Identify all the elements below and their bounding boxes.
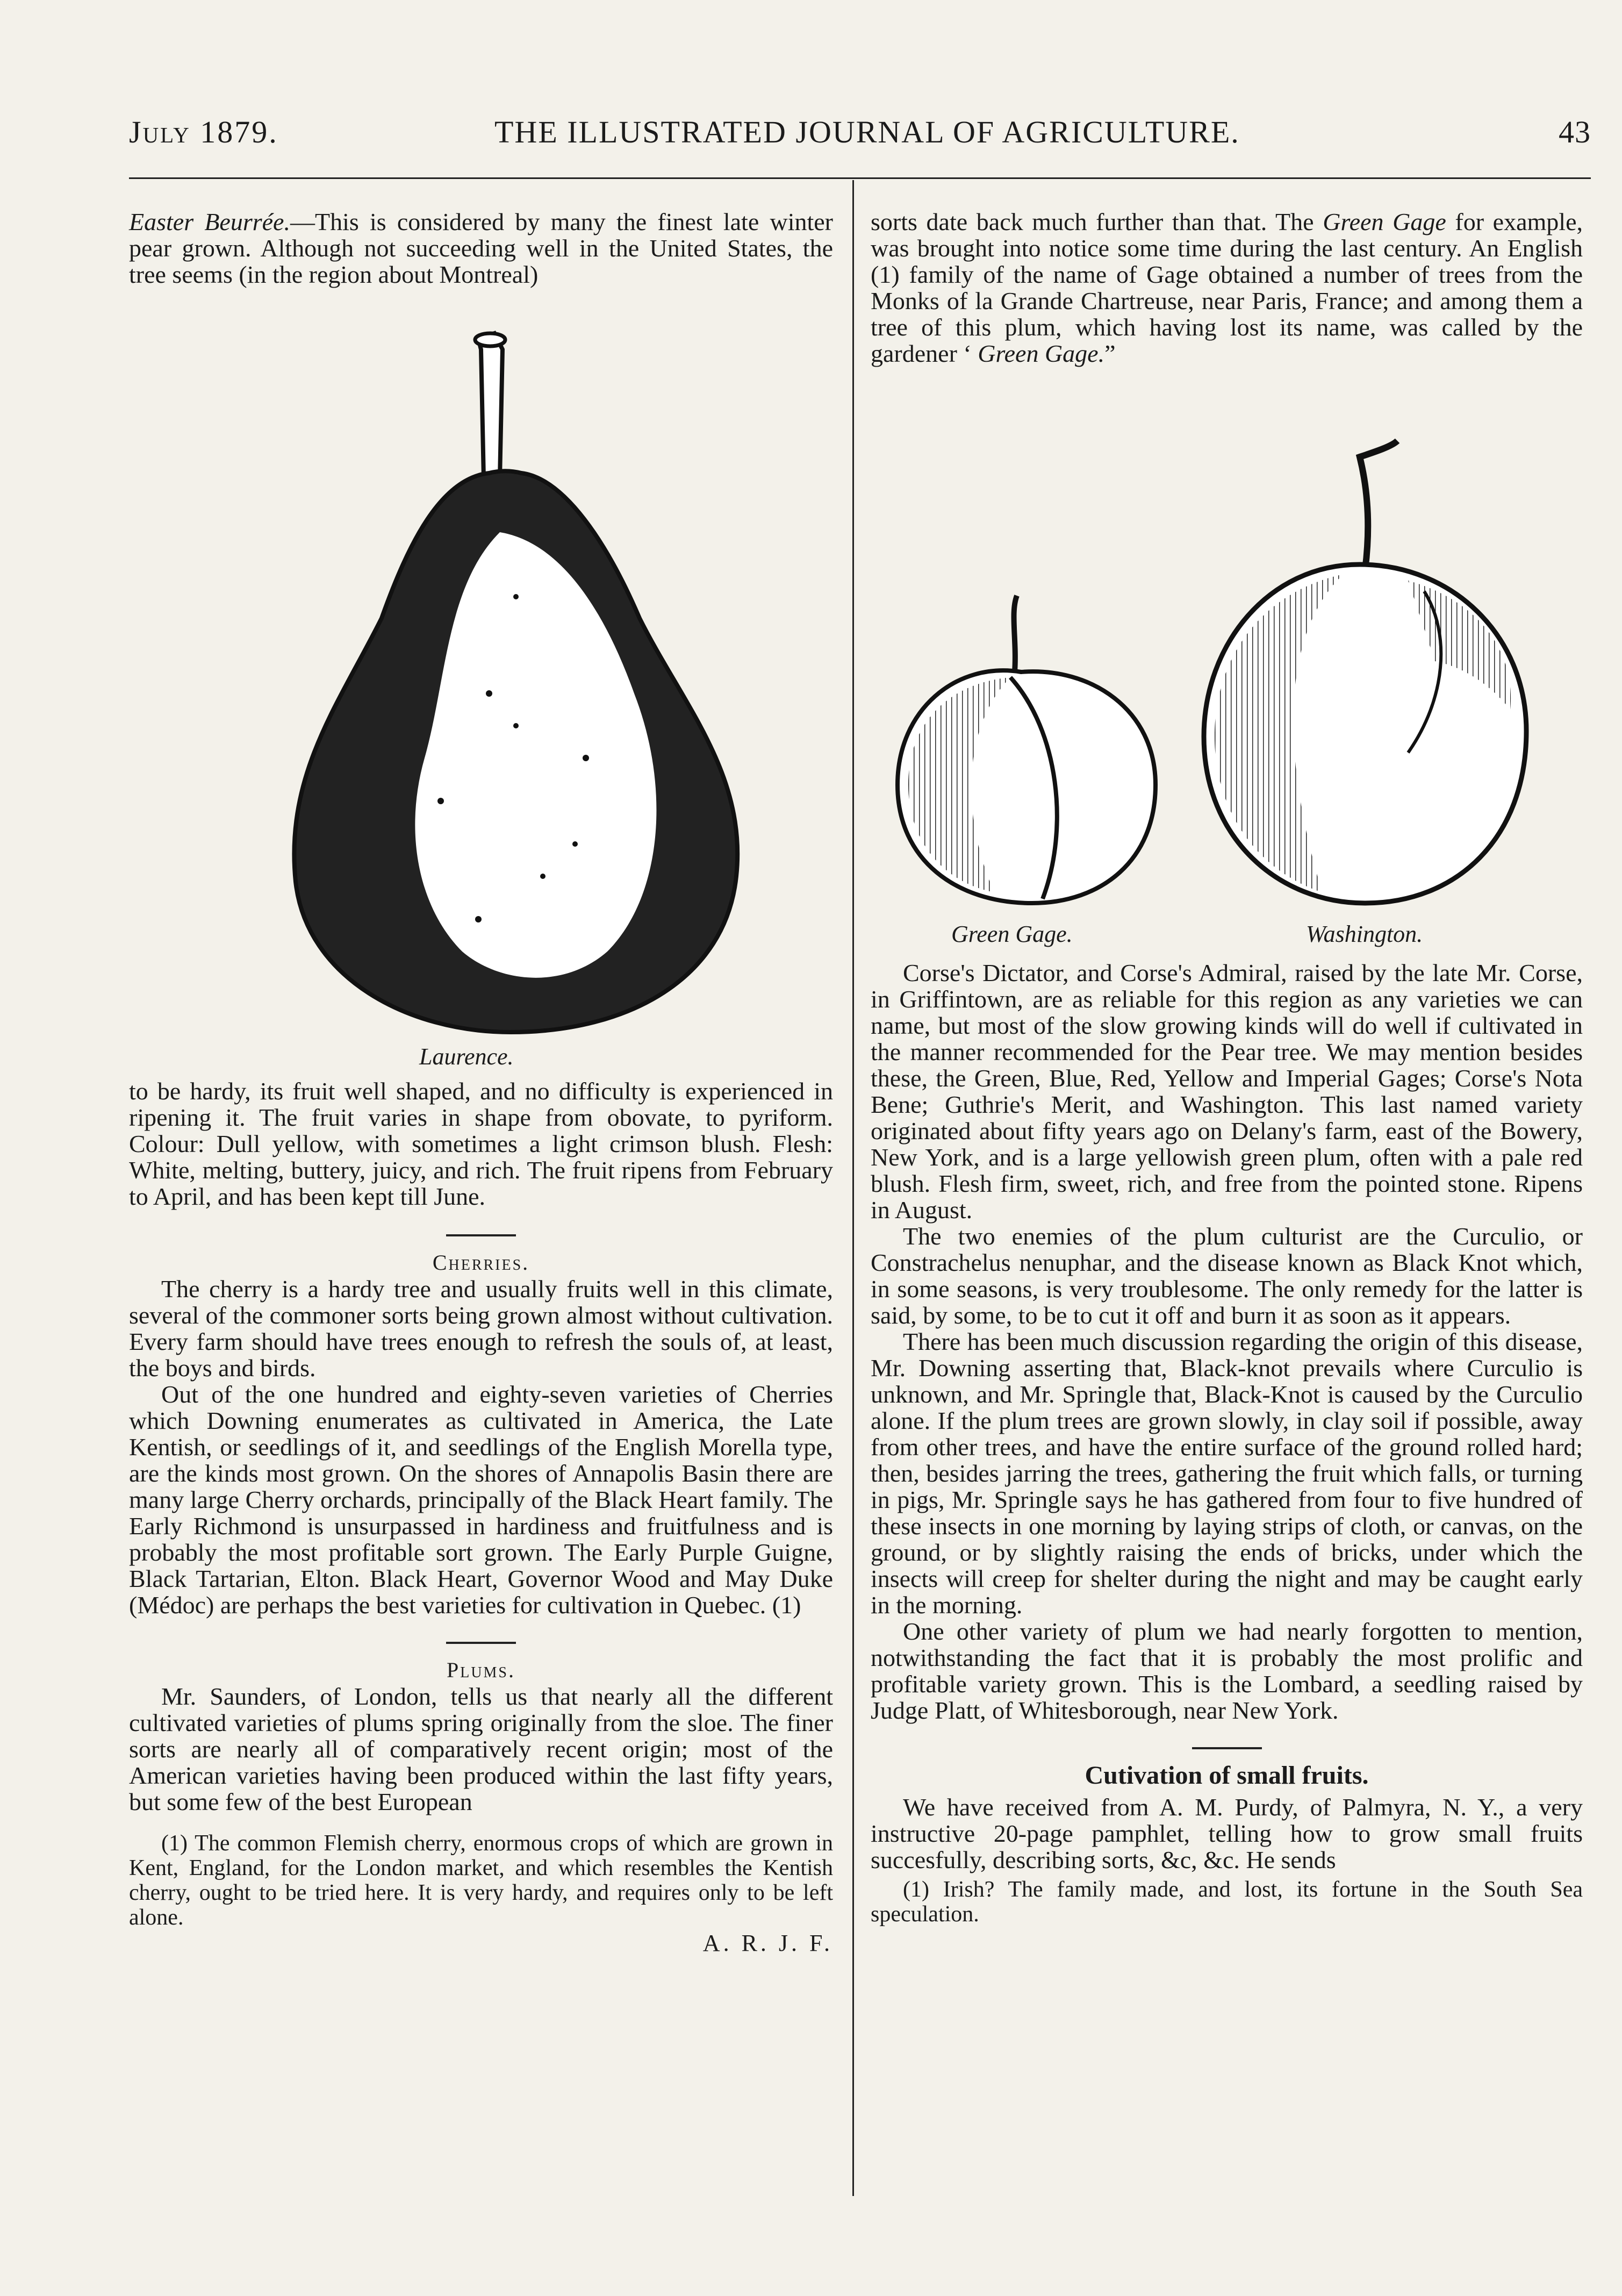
cherries-paragraph-1: The cherry is a hardy tree and usually fruits well in this climate, several of the commoner sorts being grown almost without cultivation. Every farm should have trees enough to refresh the souls of, at least, the boys and birds.	[129, 1275, 833, 1382]
washington-caption: Washington.	[1306, 921, 1423, 947]
author-signature: A. R. J. F.	[702, 1930, 833, 1956]
easter-beurree-term: Easter Beurrée.	[129, 208, 290, 235]
page-header	[129, 114, 1591, 162]
laurence-description: to be hardy, its fruit well shaped, and no difficulty is experienced in ripening it. The fruit varies in shape from obovate, to pyriform. Colour: Dull yellow, with sometimes a light crimson blush. Flesh: White, melting, buttery, juicy, and rich. The fruit ripens from February to April, and has been kept till June.	[129, 1077, 833, 1210]
cherries-paragraph-2: Out of the one hundred and eighty-seven varieties of Cherries which Downing enumerates as cultivated in America, the Late Kentish, or seedlings of it, and seedlings of the English Morella type, are the kinds most grown. On the shores of Annapolis Basin there are many large Cherry orchards, principally of the Black Heart family. The Early Richmond is unsurpassed in hardiness and fruitfulness and is probably the most profitable sort grown. The Early Purple Guigne, Black Tartarian, Elton. Black Heart, Governor Wood and May Duke (Médoc) are perhaps the best varieties for cultivation in Quebec. (1)	[129, 1381, 833, 1619]
column-divider	[852, 180, 854, 2196]
right-footnote: (1) Irish? The family made, and lost, its fortune in the South Sea speculation.	[871, 1877, 1583, 1927]
green-gage-caption: Green Gage.	[951, 921, 1073, 947]
left-footnote: (1) The common Flemish cherry, enormous crops of which are grown in Kent, England, for the London market, and which resembles the Kentish cherry, ought to be tried here. It is very hardy, and requires only to be left alone.	[129, 1831, 833, 1930]
left-intro	[129, 209, 833, 288]
corse-paragraph: Corse's Dictator, and Corse's Admiral, raised by the late Mr. Corse, in Griffintown, are as reliable for this region as any varieties we can name, but most of the slow growing kinds will do well if cultivated in the manner recommended for the Pear tree. We may mention besides these, the Green, Blue, Red, Yellow and Imperial Gages; Corse's Nota Bene; Guthrie's Merit, and Washington. This last named variety originated about fifty years ago on Delany's farm, east of the Bowery, New York, and is a large yellowish green plum, often with a pale red blush. Flesh firm, sweet, rich, and free from the pointed stone. Ripens in August.	[871, 959, 1583, 1224]
right-intro	[871, 209, 1583, 367]
header-rule	[129, 177, 1591, 179]
green-gage-plum-illustration	[876, 591, 1177, 914]
journal-title: THE ILLUSTRATED JOURNAL OF AGRICULTURE.	[494, 115, 1240, 149]
right-body	[871, 960, 1583, 1927]
easter-beurree-paragraph: Easter Beurrée.—This is considered by many the finest late winter pear grown. Although not succeeding well in the United States, the tree seems (in the region about Montreal)	[129, 208, 833, 288]
plums-heading: Plums.	[446, 1658, 516, 1682]
small-fruits-heading: Cutivation of small fruits.	[1085, 1761, 1369, 1790]
cherries-heading: Cherries.	[432, 1250, 530, 1275]
purdy-paragraph: We have received from A. M. Purdy, of Palmyra, N. Y., a very instructive 20-page pamphlet, telling how to grow small fruits succesfully, describing sorts, &c, &c. He sends	[871, 1793, 1583, 1873]
plums-paragraph-1: Mr. Saunders, of London, tells us that nearly all the different cultivated varieties of plums spring originally from the sloe. The finer sorts are nearly all of comparatively recent origin; most of the American varieties having been produced within the last fifty years, but some few of the best European	[129, 1683, 833, 1815]
enemies-paragraph: The two enemies of the plum culturist are the Curculio, or Constrachelus nenuphar, and the disease known as Black Knot which, in some seasons, is very troublesome. The only remedy for the latter is said, by some, to be to cut it off and burn it as soon as it appears.	[871, 1222, 1583, 1329]
laurence-caption: Laurence.	[419, 1043, 514, 1070]
plums-continued-paragraph: sorts date back much further than that. The Green Gage for example, was brought into notice some time during the last century. An English (1) family of the name of Gage obtained a number of trees from the Monks of la Grande Chartreuse, near Paris, France; and among them a tree of this plum, which having lost its name, was called by the gardener ‘ Green Gage.”	[871, 208, 1583, 367]
page-number: 43	[1559, 115, 1591, 149]
washington-plum-illustration	[1182, 430, 1537, 914]
header-date: July 1879.	[129, 115, 278, 149]
lombard-paragraph: One other variety of plum we had nearly forgotten to mention, notwithstanding the fact that it is probably the most prolific and profitable variety grown. This is the Lombard, a seedling raised by Judge Platt, of Whitesborough, near New York.	[871, 1618, 1583, 1724]
discussion-paragraph: There has been much discussion regarding the origin of this disease, Mr. Downing asserting that, Black-knot prevails where Curculio is unknown, and Mr. Springle that, Black-Knot is caused by the Curculio alone. If the plum trees are grown slowly, in clay soil if possible, away from other trees, and have the entire surface of the ground rolled hard; then, besides jarring the trees, gathering the fruit which falls, or turning in pigs, Mr. Springle says he has gathered from four to five hundred of these insects in one morning by laying strips of cloth, or canvas, on the ground, or by slightly raising the ends of bricks, under which the insects will creep for shelter during the night and may be caught early in the morning.	[871, 1328, 1583, 1619]
laurence-pear-illustration	[263, 317, 763, 1048]
left-body	[129, 1078, 833, 1956]
